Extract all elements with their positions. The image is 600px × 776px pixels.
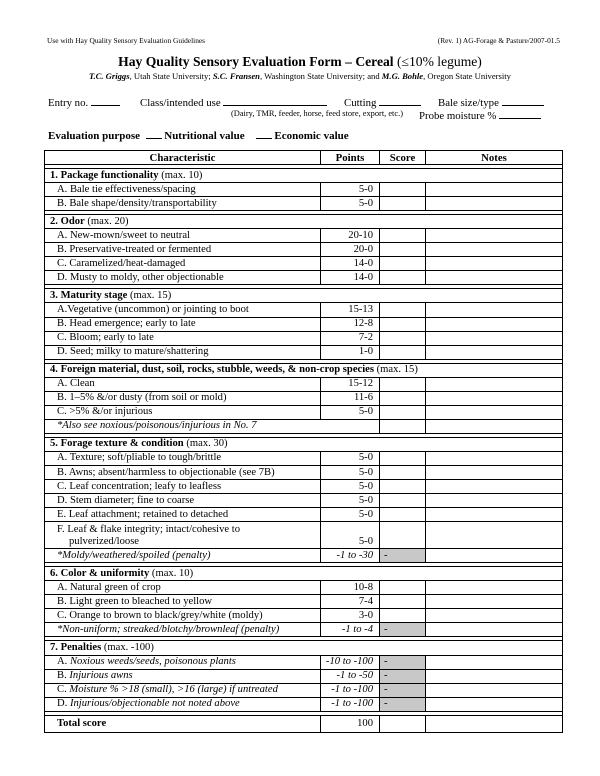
notes-cell[interactable] [426,303,563,317]
score-cell[interactable] [380,243,426,257]
notes-cell[interactable] [426,451,563,465]
bale-field[interactable] [438,95,544,109]
score-cell[interactable] [380,257,426,271]
score-cell[interactable] [380,391,426,405]
table-row: B. 1–5% &/or dusty (from soil or mold) 11-6 [45,391,563,405]
table-row: A. Natural green of crop 10-8 [45,581,563,595]
score-cell[interactable] [380,419,426,433]
notes-cell[interactable] [426,257,563,271]
score-cell[interactable] [380,595,426,609]
moisture-label: Probe moisture % [419,110,497,122]
score-cell[interactable] [380,183,426,197]
table-row: D. Seed; milky to mature/shattering 1-0 [45,345,563,359]
notes-cell[interactable] [426,391,563,405]
entry-field[interactable] [48,95,120,109]
notes-cell[interactable] [426,405,563,419]
notes-cell[interactable] [426,419,563,433]
author-2-inst: , Washington State University; and [259,71,382,81]
purpose-nutritional-checkbox[interactable] [146,128,162,139]
total-points: 100 [321,715,380,732]
table-row: D. Musty to moldy, other objectionable 14-0 [45,271,563,285]
header-characteristic: Characteristic [45,151,321,165]
total-label: Total score [45,715,321,732]
notes-cell[interactable] [426,465,563,479]
notes-cell[interactable] [426,331,563,345]
notes-cell[interactable] [426,697,563,711]
penalty-row: A. Noxious weeds/seeds, poisonous plants -10 to -100 - [45,655,563,669]
penalty-row: B. Injurious awns -1 to -50 - [45,669,563,683]
header-notes: Notes [426,151,563,165]
section-header: 2. Odor (max. 20) [45,215,563,229]
notes-cell[interactable] [426,508,563,522]
notes-cell[interactable] [426,494,563,508]
notes-cell[interactable] [426,480,563,494]
score-cell[interactable]: - [380,655,426,669]
score-cell[interactable] [380,405,426,419]
bale-label: Bale size/type [438,97,499,109]
table-note-row: *Also see noxious/poisonous/injurious in No. 7 [45,419,563,433]
notes-cell[interactable] [426,229,563,243]
table-row: F. Leaf & flake integrity; intact/cohesive to pulverized/loose 5-0 [45,522,563,549]
cutting-label: Cutting [344,97,377,109]
table-row: C. Orange to brown to black/grey/white (moldy) 3-0 [45,609,563,623]
penalty-row: C. Moisture % >18 (small), >16 (large) if untreated -1 to -100 - [45,683,563,697]
section-header: 1. Package functionality (max. 10) [45,169,563,183]
table-row: A. Texture; soft/pliable to tough/brittle 5-0 [45,451,563,465]
score-cell[interactable] [380,345,426,359]
form-title [0,54,600,70]
score-cell[interactable] [380,197,426,211]
table-row: A. Bale tie effectiveness/spacing 5-0 [45,183,563,197]
score-cell[interactable] [380,522,426,549]
score-cell[interactable] [380,465,426,479]
form-title-main: Hay Quality Sensory Evaluation Form – Cereal [118,54,394,69]
notes-cell[interactable] [426,183,563,197]
notes-cell[interactable] [426,197,563,211]
entry-label: Entry no. [48,97,89,109]
score-cell[interactable] [380,451,426,465]
header-score: Score [380,151,426,165]
table-row: B. Preservative-treated or fermented 20-0 [45,243,563,257]
score-cell[interactable]: - [380,683,426,697]
notes-cell[interactable] [426,609,563,623]
table-row: A.Vegetative (uncommon) or jointing to boot 15-13 [45,303,563,317]
total-score-cell[interactable] [380,715,426,732]
score-cell[interactable] [380,317,426,331]
score-cell[interactable] [380,480,426,494]
table-row: A. New-mown/sweet to neutral 20-10 [45,229,563,243]
form-title-suffix: (≤10% legume) [396,54,482,69]
section-header: 5. Forage texture & condition (max. 30) [45,437,563,451]
author-3-inst: , Oregon State University [423,71,511,81]
table-row: C. Caramelized/heat-damaged 14-0 [45,257,563,271]
notes-cell[interactable] [426,377,563,391]
table-row: A. Clean 15-12 [45,377,563,391]
notes-cell[interactable] [426,595,563,609]
header-points: Points [321,151,380,165]
table-row: B. Head emergence; early to late 12-8 [45,317,563,331]
author-2: S.C. Fransen [212,71,260,81]
author-1-inst: , Utah State University; [129,71,213,81]
score-cell[interactable] [380,331,426,345]
notes-cell[interactable] [426,655,563,669]
evaluation-table [44,150,563,733]
score-cell[interactable]: - [380,697,426,711]
score-cell[interactable] [380,377,426,391]
notes-cell[interactable] [426,581,563,595]
class-field[interactable] [140,95,327,109]
score-cell[interactable]: - [380,669,426,683]
score-cell[interactable]: - [380,549,426,563]
score-cell[interactable] [380,609,426,623]
score-cell[interactable] [380,271,426,285]
table-row: D. Stem diameter; fine to coarse 5-0 [45,494,563,508]
header-right: (Rev. 1) AG-Forage & Pasture/2007-01.5 [437,36,560,45]
moisture-field[interactable] [419,108,541,122]
notes-cell[interactable] [426,549,563,563]
purpose-nutritional-label: Nutritional value [164,130,245,142]
purpose-label: Evaluation purpose [48,130,140,142]
score-cell[interactable] [380,303,426,317]
cutting-field[interactable] [344,95,421,109]
table-row: C. >5% &/or injurious 5-0 [45,405,563,419]
section-header: 7. Penalties (max. -100) [45,641,563,655]
notes-cell[interactable] [426,522,563,549]
score-cell[interactable] [380,494,426,508]
total-notes-cell[interactable] [426,715,563,732]
class-label: Class/intended use [140,97,221,109]
table-row: C. Leaf concentration; leafy to leafless 5-0 [45,480,563,494]
table-header-row [45,151,563,165]
purpose-economic-label: Economic value [274,130,349,142]
author-1: T.C. Griggs [89,71,130,81]
table-row: E. Leaf attachment; retained to detached 5-0 [45,508,563,522]
score-cell[interactable] [380,508,426,522]
score-cell[interactable] [380,581,426,595]
header-left: Use with Hay Quality Sensory Evaluation Guidelines [47,36,206,45]
section-header: 4. Foreign material, dust, soil, rocks, stubble, weeds, & non-crop species (max. 15) [45,363,563,377]
authors-line [0,71,600,81]
notes-cell[interactable] [426,623,563,637]
penalty-row: *Non-uniform; streaked/blotchy/brownleaf (penalty) -1 to -4 - [45,623,563,637]
penalty-row: *Moldy/weathered/spoiled (penalty) -1 to -30 - [45,549,563,563]
notes-cell[interactable] [426,317,563,331]
section-header: 3. Maturity stage (max. 15) [45,289,563,303]
notes-cell[interactable] [426,243,563,257]
notes-cell[interactable] [426,669,563,683]
score-cell[interactable]: - [380,623,426,637]
author-3: M.G. Bohle [381,71,424,81]
table-row: B. Light green to bleached to yellow 7-4 [45,595,563,609]
notes-cell[interactable] [426,271,563,285]
notes-cell[interactable] [426,345,563,359]
evaluation-purpose [48,128,349,142]
score-cell[interactable] [380,229,426,243]
section-header: 6. Color & uniformity (max. 10) [45,567,563,581]
purpose-economic-checkbox[interactable] [256,128,272,139]
notes-cell[interactable] [426,683,563,697]
table-row: C. Bloom; early to late 7-2 [45,331,563,345]
table-row: B. Awns; absent/harmless to objectionable (see 7B) 5-0 [45,465,563,479]
class-hint: (Dairy, TMR, feeder, horse, feed store, export, etc.) [231,109,403,118]
penalty-row: D. Injurious/objectionable not noted above -1 to -100 - [45,697,563,711]
table-row: B. Bale shape/density/transportability 5-0 [45,197,563,211]
total-row [45,715,563,732]
